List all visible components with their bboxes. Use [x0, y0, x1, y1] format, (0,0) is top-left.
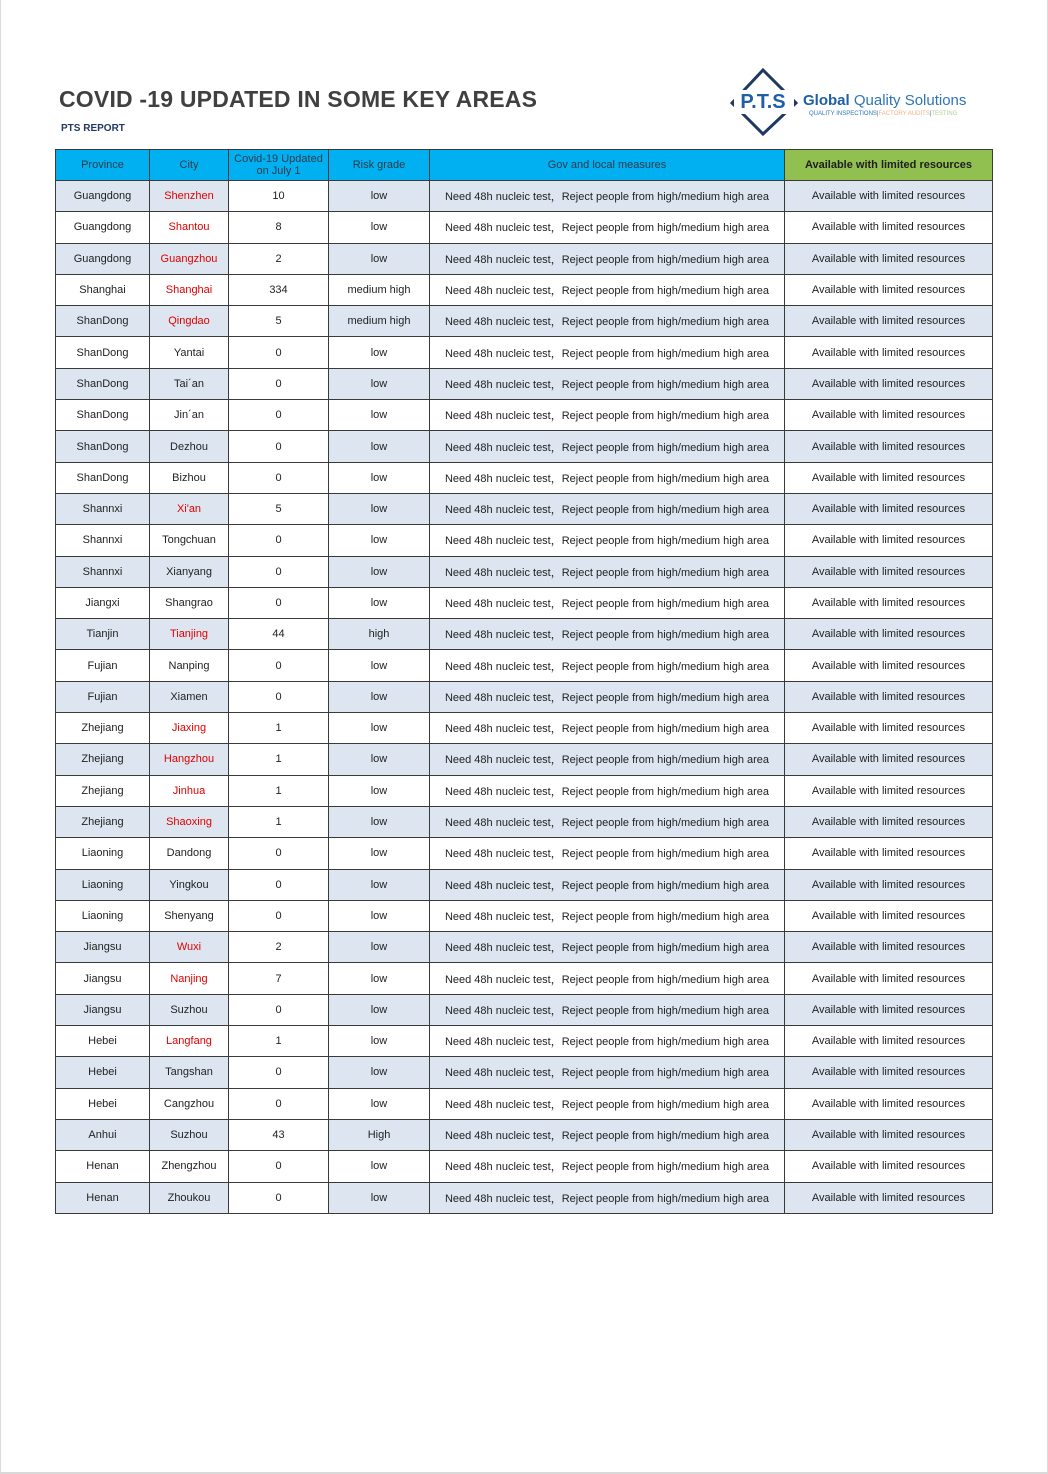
cell-cases: 2 [229, 932, 329, 963]
cell-measures: Need 48h nucleic test，Reject people from high/medium high area [430, 681, 785, 712]
cell-province: Zhejiang [56, 775, 150, 806]
cell-risk: low [329, 368, 430, 399]
cell-province: Guangdong [56, 181, 150, 212]
cell-risk: low [329, 243, 430, 274]
cell-resources: Available with limited resources [785, 493, 993, 524]
table-row [56, 368, 993, 399]
cell-resources: Available with limited resources [785, 431, 993, 462]
cell-city: Shaoxing [150, 806, 229, 837]
table-row [56, 306, 993, 337]
table-row [56, 994, 993, 1025]
cell-risk: low [329, 181, 430, 212]
cell-measures: Need 48h nucleic test，Reject people from high/medium high area [430, 744, 785, 775]
cell-measures: Need 48h nucleic test，Reject people from high/medium high area [430, 619, 785, 650]
cell-resources: Available with limited resources [785, 1088, 993, 1119]
cell-city: Xianyang [150, 556, 229, 587]
table-row [56, 462, 993, 493]
cell-resources: Available with limited resources [785, 1119, 993, 1150]
cell-measures: Need 48h nucleic test，Reject people from high/medium high area [430, 368, 785, 399]
cell-province: Shannxi [56, 556, 150, 587]
cell-risk: low [329, 963, 430, 994]
cell-cases: 0 [229, 869, 329, 900]
cell-cases: 43 [229, 1119, 329, 1150]
cell-cases: 0 [229, 650, 329, 681]
cell-risk: medium high [329, 306, 430, 337]
cell-resources: Available with limited resources [785, 556, 993, 587]
cell-city: Shantou [150, 212, 229, 243]
cell-risk: high [329, 619, 430, 650]
cell-resources: Available with limited resources [785, 932, 993, 963]
brand-name [803, 92, 966, 109]
table-row [56, 963, 993, 994]
cell-cases: 0 [229, 1151, 329, 1182]
cell-city: Bizhou [150, 462, 229, 493]
cell-cases: 1 [229, 744, 329, 775]
cell-resources: Available with limited resources [785, 994, 993, 1025]
cell-city: Cangzhou [150, 1088, 229, 1119]
cell-risk: low [329, 900, 430, 931]
cell-risk: low [329, 493, 430, 524]
cell-cases: 5 [229, 493, 329, 524]
table-row [56, 274, 993, 305]
table-body [56, 181, 993, 1214]
cell-resources: Available with limited resources [785, 306, 993, 337]
col-header-province: Province [56, 150, 150, 181]
cell-measures: Need 48h nucleic test，Reject people from high/medium high area [430, 1119, 785, 1150]
cell-measures: Need 48h nucleic test，Reject people from high/medium high area [430, 181, 785, 212]
cell-province: Henan [56, 1182, 150, 1213]
pts-logo-diamond [730, 68, 800, 138]
cell-cases: 0 [229, 400, 329, 431]
cell-risk: low [329, 462, 430, 493]
col-header-resources: Available with limited resources [785, 150, 993, 181]
cell-cases: 0 [229, 681, 329, 712]
cell-measures: Need 48h nucleic test，Reject people from high/medium high area [430, 994, 785, 1025]
table-row [56, 900, 993, 931]
cell-province: ShanDong [56, 462, 150, 493]
table-row [56, 1026, 993, 1057]
col-header-cases: Covid-19 Updated on July 1 [229, 150, 329, 181]
cell-resources: Available with limited resources [785, 963, 993, 994]
table-header-row [56, 150, 993, 181]
cell-risk: low [329, 1057, 430, 1088]
cell-measures: Need 48h nucleic test，Reject people from high/medium high area [430, 212, 785, 243]
cell-risk: low [329, 525, 430, 556]
cell-measures: Need 48h nucleic test，Reject people from high/medium high area [430, 650, 785, 681]
cell-resources: Available with limited resources [785, 681, 993, 712]
cell-risk: low [329, 932, 430, 963]
cell-measures: Need 48h nucleic test，Reject people from high/medium high area [430, 1057, 785, 1088]
cell-risk: low [329, 1026, 430, 1057]
table-row [56, 744, 993, 775]
cell-resources: Available with limited resources [785, 243, 993, 274]
cell-measures: Need 48h nucleic test，Reject people from high/medium high area [430, 525, 785, 556]
cell-measures: Need 48h nucleic test，Reject people from high/medium high area [430, 306, 785, 337]
col-header-city: City [150, 150, 229, 181]
cell-city: Shanghai [150, 274, 229, 305]
cell-city: Shangrao [150, 587, 229, 618]
cell-resources: Available with limited resources [785, 1026, 993, 1057]
cell-cases: 1 [229, 1026, 329, 1057]
cell-cases: 0 [229, 368, 329, 399]
cell-risk: High [329, 1119, 430, 1150]
cell-cases: 44 [229, 619, 329, 650]
table-row [56, 181, 993, 212]
cell-cases: 0 [229, 1088, 329, 1119]
cell-city: Suzhou [150, 994, 229, 1025]
cell-resources: Available with limited resources [785, 869, 993, 900]
cell-province: Tianjin [56, 619, 150, 650]
cell-measures: Need 48h nucleic test，Reject people from high/medium high area [430, 587, 785, 618]
cell-province: Henan [56, 1151, 150, 1182]
cell-city: Tai´an [150, 368, 229, 399]
cell-measures: Need 48h nucleic test，Reject people from high/medium high area [430, 1182, 785, 1213]
cell-cases: 1 [229, 713, 329, 744]
cell-city: Dandong [150, 838, 229, 869]
cell-risk: low [329, 869, 430, 900]
cell-resources: Available with limited resources [785, 713, 993, 744]
cell-province: Hebei [56, 1057, 150, 1088]
cell-cases: 0 [229, 525, 329, 556]
cell-cases: 0 [229, 838, 329, 869]
cell-risk: low [329, 775, 430, 806]
table-row [56, 243, 993, 274]
table-row [56, 650, 993, 681]
cell-province: ShanDong [56, 368, 150, 399]
table-row [56, 1119, 993, 1150]
cell-city: Nanjing [150, 963, 229, 994]
cell-city: Xiamen [150, 681, 229, 712]
cell-cases: 10 [229, 181, 329, 212]
tagline-audits: FACTORY AUDITS [878, 111, 930, 117]
table-row [56, 525, 993, 556]
page-title: COVID -19 UPDATED IN SOME KEY AREAS [59, 86, 538, 112]
cell-city: Zhengzhou [150, 1151, 229, 1182]
cell-measures: Need 48h nucleic test，Reject people from high/medium high area [430, 274, 785, 305]
cell-resources: Available with limited resources [785, 900, 993, 931]
cell-measures: Need 48h nucleic test，Reject people from high/medium high area [430, 806, 785, 837]
cell-measures: Need 48h nucleic test，Reject people from high/medium high area [430, 243, 785, 274]
cell-measures: Need 48h nucleic test，Reject people from high/medium high area [430, 493, 785, 524]
table-row [56, 431, 993, 462]
cell-resources: Available with limited resources [785, 775, 993, 806]
table-row [56, 212, 993, 243]
cell-province: Shannxi [56, 525, 150, 556]
cell-measures: Need 48h nucleic test，Reject people from high/medium high area [430, 963, 785, 994]
cell-resources: Available with limited resources [785, 806, 993, 837]
table-row [56, 806, 993, 837]
cell-resources: Available with limited resources [785, 650, 993, 681]
cell-resources: Available with limited resources [785, 619, 993, 650]
cell-risk: low [329, 713, 430, 744]
table-row [56, 1057, 993, 1088]
cell-cases: 1 [229, 806, 329, 837]
cell-measures: Need 48h nucleic test，Reject people from high/medium high area [430, 838, 785, 869]
table-row [56, 337, 993, 368]
cell-city: Suzhou [150, 1119, 229, 1150]
cell-measures: Need 48h nucleic test，Reject people from high/medium high area [430, 869, 785, 900]
cell-resources: Available with limited resources [785, 212, 993, 243]
cell-province: Hebei [56, 1026, 150, 1057]
cell-city: Shenyang [150, 900, 229, 931]
cell-risk: low [329, 744, 430, 775]
cell-city: Yantai [150, 337, 229, 368]
cell-risk: low [329, 1088, 430, 1119]
cell-resources: Available with limited resources [785, 744, 993, 775]
cell-province: Liaoning [56, 900, 150, 931]
cell-cases: 0 [229, 431, 329, 462]
table-row [56, 1151, 993, 1182]
cell-city: Jinhua [150, 775, 229, 806]
cell-province: Jiangsu [56, 963, 150, 994]
cell-measures: Need 48h nucleic test，Reject people from high/medium high area [430, 1026, 785, 1057]
cell-risk: low [329, 838, 430, 869]
brand-name-rest: Quality Solutions [849, 92, 967, 109]
cell-city: Guangzhou [150, 243, 229, 274]
table-row [56, 587, 993, 618]
cell-city: Jin´an [150, 400, 229, 431]
cell-cases: 334 [229, 274, 329, 305]
cell-cases: 0 [229, 994, 329, 1025]
cell-cases: 0 [229, 462, 329, 493]
cell-cases: 0 [229, 900, 329, 931]
cell-measures: Need 48h nucleic test，Reject people from high/medium high area [430, 932, 785, 963]
cell-province: ShanDong [56, 337, 150, 368]
cell-measures: Need 48h nucleic test，Reject people from high/medium high area [430, 337, 785, 368]
cell-province: Zhejiang [56, 806, 150, 837]
cell-province: ShanDong [56, 306, 150, 337]
cell-city: Langfang [150, 1026, 229, 1057]
table-row [56, 775, 993, 806]
cell-risk: low [329, 650, 430, 681]
cell-resources: Available with limited resources [785, 181, 993, 212]
table-row [56, 619, 993, 650]
cell-province: Hebei [56, 1088, 150, 1119]
cell-province: Shanghai [56, 274, 150, 305]
cell-province: Liaoning [56, 869, 150, 900]
table-row [56, 1182, 993, 1213]
cell-measures: Need 48h nucleic test，Reject people from high/medium high area [430, 1151, 785, 1182]
cell-city: Tianjing [150, 619, 229, 650]
cell-city: Nanping [150, 650, 229, 681]
cell-risk: low [329, 431, 430, 462]
cell-city: Tongchuan [150, 525, 229, 556]
tagline-inspections: QUALITY INSPECTIONS [809, 111, 877, 117]
cell-province: Jiangxi [56, 587, 150, 618]
cell-resources: Available with limited resources [785, 368, 993, 399]
cell-province: Shannxi [56, 493, 150, 524]
table-row [56, 713, 993, 744]
cell-risk: low [329, 681, 430, 712]
cell-risk: low [329, 994, 430, 1025]
cell-resources: Available with limited resources [785, 587, 993, 618]
brand-name-bold: Global [803, 92, 850, 109]
report-label: PTS REPORT [61, 123, 125, 134]
cell-cases: 2 [229, 243, 329, 274]
cell-cases: 5 [229, 306, 329, 337]
table-row [56, 838, 993, 869]
table-row [56, 493, 993, 524]
cell-province: Fujian [56, 681, 150, 712]
table-row [56, 1088, 993, 1119]
cell-province: Zhejiang [56, 713, 150, 744]
cell-risk: low [329, 212, 430, 243]
cell-measures: Need 48h nucleic test，Reject people from high/medium high area [430, 431, 785, 462]
cell-city: Tangshan [150, 1057, 229, 1088]
cell-measures: Need 48h nucleic test，Reject people from high/medium high area [430, 462, 785, 493]
cell-cases: 0 [229, 556, 329, 587]
cell-resources: Available with limited resources [785, 525, 993, 556]
cell-resources: Available with limited resources [785, 1151, 993, 1182]
table-row [56, 869, 993, 900]
cell-resources: Available with limited resources [785, 462, 993, 493]
cell-measures: Need 48h nucleic test，Reject people from high/medium high area [430, 900, 785, 931]
cell-city: Shenzhen [150, 181, 229, 212]
cell-province: Liaoning [56, 838, 150, 869]
cell-measures: Need 48h nucleic test，Reject people from high/medium high area [430, 400, 785, 431]
cell-risk: low [329, 556, 430, 587]
cell-risk: low [329, 587, 430, 618]
cell-measures: Need 48h nucleic test，Reject people from high/medium high area [430, 713, 785, 744]
cell-risk: low [329, 1151, 430, 1182]
cell-resources: Available with limited resources [785, 838, 993, 869]
cell-city: Qingdao [150, 306, 229, 337]
cell-province: ShanDong [56, 400, 150, 431]
cell-province: Guangdong [56, 212, 150, 243]
cell-province: Guangdong [56, 243, 150, 274]
cell-cases: 0 [229, 1182, 329, 1213]
cell-city: Xi'an [150, 493, 229, 524]
cell-province: Jiangsu [56, 994, 150, 1025]
cell-risk: low [329, 337, 430, 368]
cell-resources: Available with limited resources [785, 1182, 993, 1213]
pts-logo [730, 68, 970, 138]
cell-risk: low [329, 806, 430, 837]
cell-measures: Need 48h nucleic test，Reject people from high/medium high area [430, 556, 785, 587]
cell-province: Fujian [56, 650, 150, 681]
tagline-testing: TESTING [931, 111, 958, 117]
cell-cases: 0 [229, 587, 329, 618]
table-row [56, 556, 993, 587]
cell-risk: low [329, 1182, 430, 1213]
cell-city: Dezhou [150, 431, 229, 462]
covid-areas-table [55, 149, 993, 1214]
cell-city: Zhoukou [150, 1182, 229, 1213]
cell-cases: 0 [229, 337, 329, 368]
cell-resources: Available with limited resources [785, 274, 993, 305]
cell-province: Jiangsu [56, 932, 150, 963]
cell-risk: medium high [329, 274, 430, 305]
cell-city: Hangzhou [150, 744, 229, 775]
cell-province: ShanDong [56, 431, 150, 462]
cell-risk: low [329, 400, 430, 431]
cell-cases: 0 [229, 1057, 329, 1088]
table-row [56, 932, 993, 963]
pts-logo-mark: P.T.S [740, 91, 786, 113]
col-header-measures: Gov and local measures [430, 150, 785, 181]
cell-city: Jiaxing [150, 713, 229, 744]
cell-resources: Available with limited resources [785, 1057, 993, 1088]
cell-resources: Available with limited resources [785, 337, 993, 368]
cell-cases: 8 [229, 212, 329, 243]
brand-tagline: QUALITY INSPECTIONS|FACTORY AUDITS|TESTING [809, 111, 958, 117]
table-row [56, 681, 993, 712]
cell-city: Yingkou [150, 869, 229, 900]
cell-cases: 1 [229, 775, 329, 806]
cell-cases: 7 [229, 963, 329, 994]
cell-province: Anhui [56, 1119, 150, 1150]
cell-measures: Need 48h nucleic test，Reject people from high/medium high area [430, 1088, 785, 1119]
cell-city: Wuxi [150, 932, 229, 963]
cell-measures: Need 48h nucleic test，Reject people from high/medium high area [430, 775, 785, 806]
table-row [56, 400, 993, 431]
cell-resources: Available with limited resources [785, 400, 993, 431]
col-header-risk: Risk grade [329, 150, 430, 181]
cell-province: Zhejiang [56, 744, 150, 775]
